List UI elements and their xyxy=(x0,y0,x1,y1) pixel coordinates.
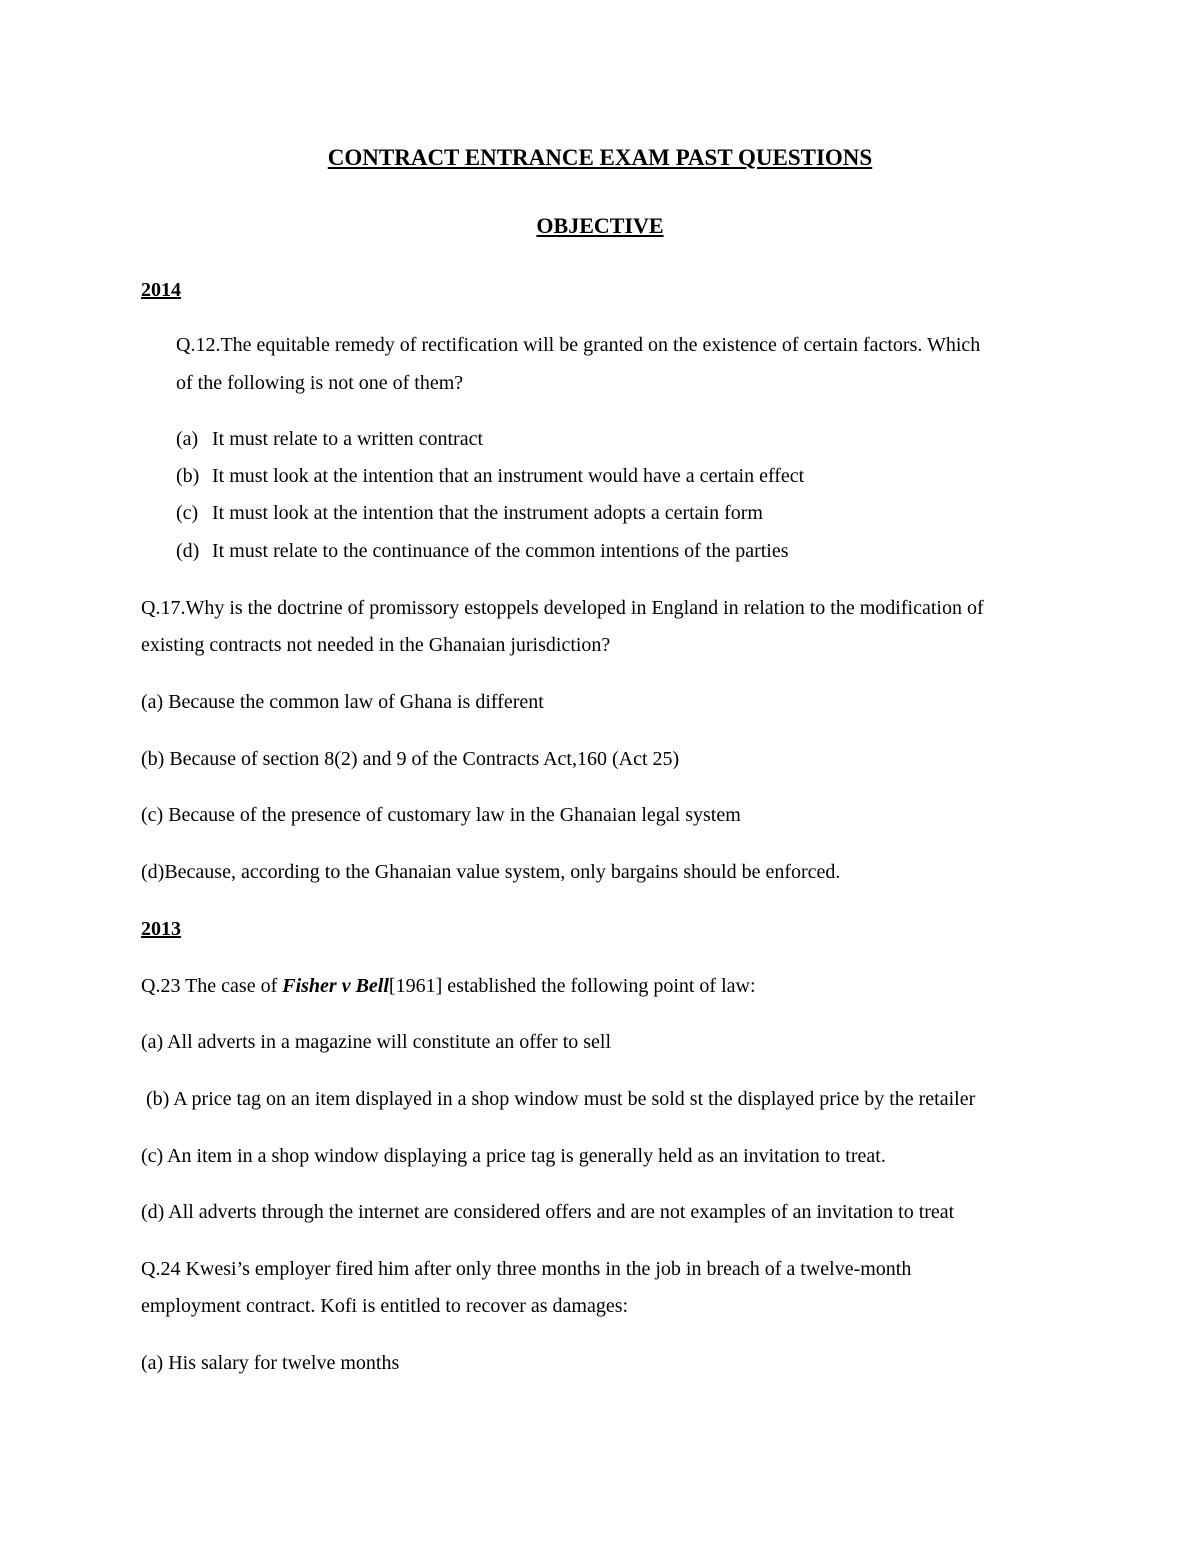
question-q17-line2: existing contracts not needed in the Ghanaian jurisdiction? xyxy=(141,634,611,656)
question-q17-line1: Q.17.Why is the doctrine of promissory estoppels developed in England in relation to the modification of xyxy=(141,597,984,619)
q12-option-d xyxy=(176,539,789,563)
q12-option-c xyxy=(176,501,763,525)
q12-option-b xyxy=(176,464,804,488)
option-text: It must look at the intention that an instrument would have a certain effect xyxy=(212,465,805,487)
question-q24-line1: Q.24 Kwesi’s employer fired him after only three months in the job in breach of a twelve-month xyxy=(141,1258,912,1280)
q23-option-b: (b) A price tag on an item displayed in a shop window must be sold st the displayed price by the retailer xyxy=(141,1088,976,1110)
q23-option-a: (a) All adverts in a magazine will constitute an offer to sell xyxy=(141,1031,612,1053)
option-label: (d) xyxy=(176,540,200,562)
option-label: (c) xyxy=(176,502,199,524)
question-q24-line2: employment contract. Kofi is entitled to recover as damages: xyxy=(141,1295,629,1317)
q17-option-a: (a) Because the common law of Ghana is different xyxy=(141,691,544,713)
option-label: (a) xyxy=(176,428,199,450)
q23-option-d: (d) All adverts through the internet are considered offers and are not examples of an invitation to treat xyxy=(141,1201,955,1223)
option-text: It must look at the intention that the instrument adopts a certain form xyxy=(212,502,763,524)
option-label: (b) xyxy=(176,465,200,487)
q23-suffix: [1961] established the following point of law: xyxy=(388,975,756,997)
year-heading-2013: 2013 xyxy=(141,918,181,940)
case-name: Fisher v Bell xyxy=(282,975,389,997)
page-title: CONTRACT ENTRANCE EXAM PAST QUESTIONS xyxy=(327,145,873,170)
q12-option-a xyxy=(176,427,483,451)
question-q23 xyxy=(141,974,756,998)
q24-option-a: (a) His salary for twelve months xyxy=(141,1352,400,1374)
q17-option-c: (c) Because of the presence of customary law in the Ghanaian legal system xyxy=(141,804,741,826)
year-heading-2014: 2014 xyxy=(141,279,181,301)
option-text: It must relate to the continuance of the common intentions of the parties xyxy=(212,540,789,562)
q17-option-b: (b) Because of section 8(2) and 9 of the Contracts Act,160 (Act 25) xyxy=(141,748,680,770)
q17-option-d: (d)Because, according to the Ghanaian value system, only bargains should be enforced. xyxy=(141,861,841,883)
q23-prefix: Q.23 The case of xyxy=(141,975,283,997)
question-q12-line1: Q.12.The equitable remedy of rectification will be granted on the existence of certain factors. Which xyxy=(176,334,981,356)
option-text: It must relate to a written contract xyxy=(212,428,484,450)
section-subtitle: OBJECTIVE xyxy=(536,213,664,238)
question-q12-line2: of the following is not one of them? xyxy=(176,372,464,394)
q23-option-c: (c) An item in a shop window displaying a price tag is generally held as an invitation to treat. xyxy=(141,1145,886,1167)
